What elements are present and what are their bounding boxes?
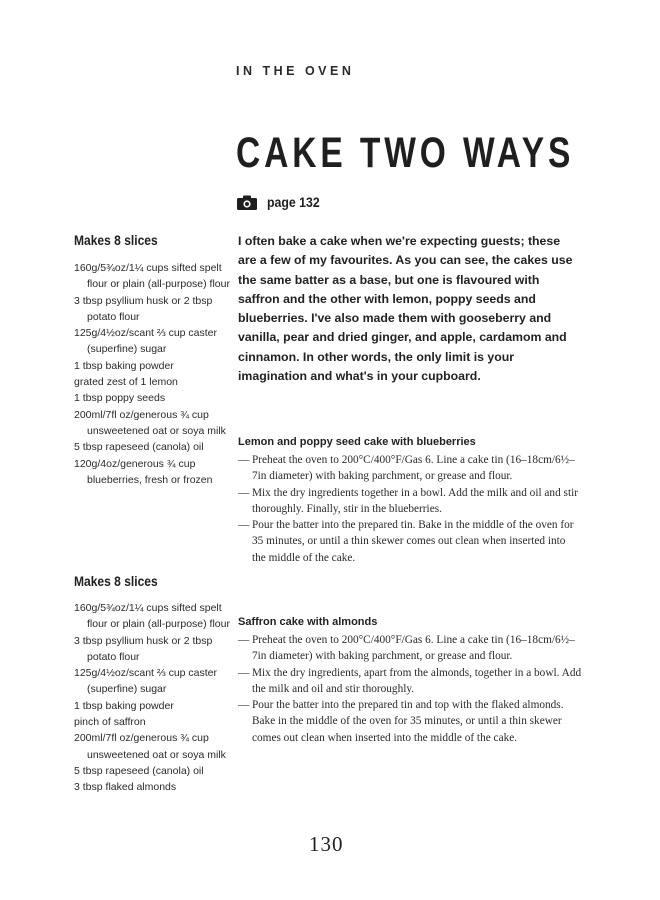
step-dash: — [238,519,250,532]
step-dash: — [238,486,250,499]
step-text: Preheat the oven to 200°C/400°F/Gas 6. Line a cake tin (16–18cm/6½–7in diameter) with baking parchment, or grease and flour. [252,634,575,663]
method-step [238,665,582,698]
step-text: Mix the dry ingredients together in a bowl. Add the milk and oil and stir thoroughly. Finally, stir in the blueberries. [252,486,578,515]
method-steps-saffron [238,632,582,746]
ingredient-item: 120g/4oz/generous ¾ cup blueberries, fresh or frozen [74,457,213,486]
step-dash: — [238,699,250,712]
method-step [238,517,582,566]
step-dash: — [238,634,250,646]
step-text: Pour the batter into the prepared tin and top with the flaked almonds. Bake in the middle of the oven for 35 minutes, or until a thin skewer comes out clean when inserted into the middle of the cake. [252,699,564,744]
ingredients-list-lemon [74,260,234,488]
method-heading-saffron: Saffron cake with almonds [238,616,378,628]
section-label: IN THE OVEN [236,64,355,78]
ingredient-item: 3 tbsp flaked almonds [74,781,177,794]
ingredient-item: 5 tbsp rapeseed (canola) oil [74,764,204,777]
ingredient-item: 1 tbsp poppy seeds [74,392,166,405]
ingredient-item: 200ml/7fl oz/generous ¾ cup unsweetened oat or soya milk [74,732,226,761]
ingredient-item: grated zest of 1 lemon [74,376,178,389]
page-title: CAKE TWO WAYS [236,129,575,177]
ingredient-item: 125g/4½oz/scant ⅔ cup caster (superfine) sugar [74,327,218,356]
ingredient-item: 1 tbsp baking powder [74,359,174,372]
method-step [238,452,582,485]
step-dash: — [238,666,250,679]
photo-reference [237,194,327,210]
ingredient-item: 200ml/7fl oz/generous ¾ cup unsweetened oat or soya milk [74,408,226,437]
ingredient-item: pinch of saffron [74,716,146,729]
ingredient-item: 3 tbsp psyllium husk or 2 tbsp potato flour [74,634,213,663]
camera-icon [237,195,257,210]
method-steps-lemon [238,452,582,566]
step-text: Pour the batter into the prepared tin. Bake in the middle of the oven for 35 minutes, or until a thin skewer comes out clean when inserted into the middle of the cake. [252,519,574,564]
intro-paragraph: I often bake a cake when we're expecting guests; these are a few of my favourites. As you can see, the cakes use the same batter as a base, but one is flavoured with saffron and the other with lemon, poppy seeds and blueberries. I've also made them with gooseberry and vanilla, pear and dried ginger, and apple, cardamom and cinnamon. In other words, the only limit is your imagination and what's in your cupboard. [238,234,573,384]
step-text: Preheat the oven to 200°C/400°F/Gas 6. Line a cake tin (16–18cm/6½–7in diameter) with baking parchment, or grease and flour. [252,454,575,483]
method-step [238,485,582,518]
ingredient-item: 1 tbsp baking powder [74,699,174,712]
ingredient-item: 3 tbsp psyllium husk or 2 tbsp potato flour [74,294,213,323]
method-step [238,697,582,746]
ingredient-item: 160g/5¾oz/1¼ cups sifted spelt flour or plain (all-purpose) flour [74,602,230,631]
ingredient-item: 5 tbsp rapeseed (canola) oil [74,441,204,454]
ingredients-heading-saffron: Makes 8 slices [74,573,158,589]
ingredients-heading-lemon: Makes 8 slices [74,232,158,248]
step-text: Mix the dry ingredients, apart from the almonds, together in a bowl. Add the milk and oil and stir thoroughly. [252,666,582,695]
method-step [238,632,582,665]
method-heading-lemon: Lemon and poppy seed cake with blueberries [238,436,476,448]
ingredients-list-saffron [74,600,234,796]
page-number: 130 [309,832,344,856]
ingredient-item: 160g/5¾oz/1¼ cups sifted spelt flour or plain (all-purpose) flour [74,262,230,291]
ingredient-item: 125g/4½oz/scant ⅔ cup caster (superfine) sugar [74,667,218,696]
step-dash: — [238,454,250,466]
photo-reference-text: page 132 [267,194,320,210]
